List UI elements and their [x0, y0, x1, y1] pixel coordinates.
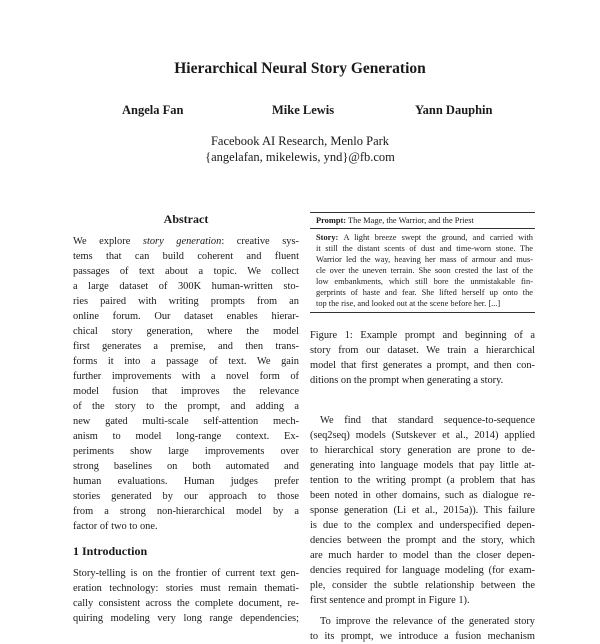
abstract-line: a large dataset of 300K human-written sto-	[73, 281, 299, 292]
abstract-line: We explore story generation: creative sys-	[73, 236, 299, 247]
abstract-line: of the story to the prompt, and adding a	[73, 401, 299, 412]
story-line: Warrior led the way, heaving her mass of armour and mus-	[316, 255, 533, 264]
body-line: (seq2seq) models (Sutskever et al., 2014) applied	[310, 430, 535, 441]
story-line: top the rise, and looked out at the scene before her. [...]	[316, 299, 501, 308]
abstract-line: from a strong non-hierarchical model by a	[73, 506, 299, 517]
abstract-line: first generates a premise, and then trans-	[73, 341, 299, 352]
author-list	[0, 103, 600, 123]
body-line: dencies between the prompt and the story, which	[310, 535, 535, 546]
caption-line: ditions on the prompt when generating a story.	[310, 375, 504, 386]
body-line: is due to the complex and underspecified depen-	[310, 520, 535, 531]
author-name: Angela Fan	[122, 103, 184, 117]
body-line: ple, consider the subtle relationship between the	[310, 580, 535, 591]
abstract-line: human evaluations. Human judges prefer	[73, 476, 299, 487]
abstract-line: anism to model long-range context. Ex-	[73, 431, 299, 442]
body-line: to its prompt, we introduce a fusion mechanism	[310, 631, 535, 642]
body-paragraph-2	[310, 614, 535, 644]
body-line: tention to the writing prompt (a problem that has	[310, 475, 535, 486]
introduction-body	[73, 566, 299, 626]
abstract-body	[73, 234, 299, 534]
story-line: gerprints of haste and fear. She lifted herself up onto the	[316, 288, 533, 297]
story-line: it still the distant scents of dust and time-worn stone. The	[316, 244, 533, 253]
body-line: dencies required for language modeling (for exam-	[310, 565, 535, 576]
body-line: are much harder to model than the closer depen-	[310, 550, 535, 561]
prompt-text: The Mage, the Warrior, and the Priest	[348, 216, 474, 225]
body-line: To improve the relevance of the generated story	[320, 616, 535, 627]
intro-line: quiring modeling very long range dependencies;	[73, 613, 299, 624]
story-label: Story:	[316, 233, 344, 242]
figure-prompt	[310, 213, 535, 229]
body-line: We find that standard sequence-to-sequence	[320, 415, 535, 426]
story-text: A light breeze swept the ground, and carried with	[343, 233, 533, 242]
emphasis-term: story generation	[142, 236, 222, 247]
author-name: Mike Lewis	[272, 103, 335, 117]
abstract-line: factor of two to one.	[73, 521, 158, 532]
intro-line: cally consistent across the complete document, re-	[73, 598, 299, 609]
section-heading-introduction: 1 Introduction	[73, 544, 148, 558]
caption-line: story from our dataset. We train a hierarchical	[310, 345, 535, 356]
intro-line: eration technology: stories must remain themati-	[73, 583, 299, 594]
abstract-line: stories generated by our approach to those	[73, 491, 299, 502]
affiliation: Facebook AI Research, Menlo Park	[210, 134, 390, 148]
abstract-line: model fusion that improves the relevance	[73, 386, 299, 397]
abstract-line: periments show large improvements over	[73, 446, 299, 457]
story-line: low embankments, which still bore the unmistakable fin-	[316, 277, 533, 286]
body-line: generating into language models that pay little at-	[310, 460, 535, 471]
abstract-line: new gated multi-scale self-attention mech-	[73, 416, 299, 427]
figure-1	[310, 212, 535, 313]
body-line: been noted in other domains, such as dialogue re-	[310, 490, 535, 501]
body-line: first sentence and prompt in Figure 1).	[310, 595, 470, 606]
abstract-line: further improvements with a novel form of	[73, 371, 299, 382]
abstract-line: online forum. Our dataset enables hierar-	[73, 311, 299, 322]
body-paragraph-1	[310, 413, 535, 608]
prompt-label: Prompt:	[316, 216, 347, 225]
abstract-line: forms it into a passage of text. We gain	[73, 356, 299, 367]
affiliation-block	[0, 133, 600, 165]
story-line: cle over the uneven terrain. She soon crested the last of the	[316, 266, 533, 275]
figure-1-caption	[310, 328, 535, 388]
abstract-heading: Abstract	[163, 212, 209, 226]
figure-story	[310, 229, 535, 312]
paper-title: Hierarchical Neural Story Generation	[174, 60, 426, 77]
left-column	[73, 212, 299, 626]
author-emails: {angelafan, mikelewis, ynd}@fb.com	[205, 150, 395, 164]
caption-line: Figure 1: Example prompt and beginning of a	[310, 330, 535, 341]
body-line: sponse generation (Li et al., 2015a)). This failure	[310, 505, 535, 516]
abstract-line: chical story generation, where the model	[73, 326, 299, 337]
abstract-line: ries paired with writing prompts from an	[73, 296, 299, 307]
author-name: Yann Dauphin	[415, 103, 493, 117]
story-line	[316, 232, 533, 243]
abstract-line: tems that can build coherent and fluent	[73, 251, 299, 262]
right-column	[310, 212, 535, 644]
caption-line: model that first generates a prompt, and then con-	[310, 360, 535, 371]
body-line: to hierarchical story generation are prone to de-	[310, 445, 535, 456]
intro-line: Story-telling is on the frontier of current text gen-	[73, 568, 299, 579]
abstract-line: strong baselines on both automated and	[73, 461, 299, 472]
abstract-line: passages of text about a topic. We collect	[73, 266, 299, 277]
